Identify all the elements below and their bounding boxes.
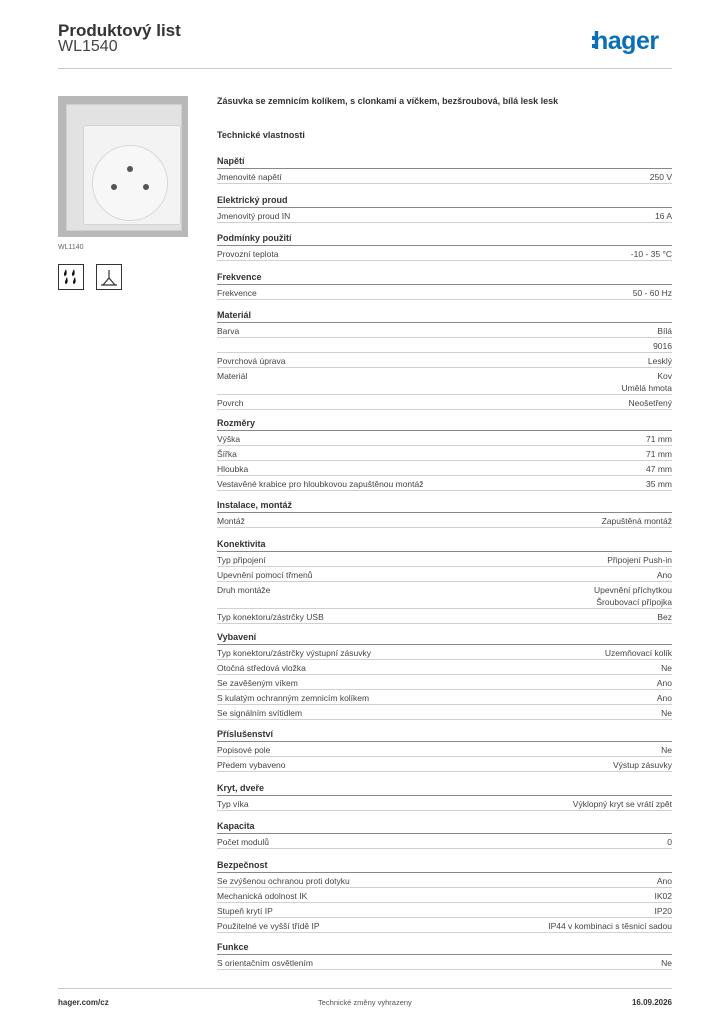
spec-value: Ano (656, 678, 672, 688)
group-title: Materiál (217, 309, 672, 323)
spec-label: Výška (217, 434, 241, 444)
spec-label: Se zvýšenou ochranou proti dotyku (217, 876, 350, 886)
spec-row (217, 645, 672, 660)
product-code: WL1540 (58, 38, 118, 55)
footer-divider (58, 988, 672, 989)
spec-label: Počet modulů (217, 837, 269, 847)
spec-value: -10 - 35 °C (630, 249, 672, 259)
water-drops-icon (58, 264, 84, 290)
group-title: Kapacita (217, 820, 672, 834)
section-title: Technické vlastnosti (217, 130, 305, 140)
group-title: Rozměry (217, 417, 672, 431)
spec-value (594, 582, 672, 608)
spec-value (621, 368, 672, 394)
spec-row (217, 742, 672, 757)
group-funkce (217, 941, 672, 970)
spec-value: Připojení Push-in (607, 555, 672, 565)
group-title: Vybavení (217, 631, 672, 645)
spec-row (217, 246, 672, 261)
spec-label: Frekvence (217, 288, 257, 298)
spec-value-line: Upevnění příchytkou (594, 585, 672, 595)
spec-label: Barva (217, 326, 240, 336)
spec-value-line: Šroubovací přípojka (596, 597, 672, 607)
group-rozmery (217, 417, 672, 491)
product-description: Zásuvka se zemnicím kolíkem, s clonkami a víčkem, bezšroubová, bílá lesk lesk (217, 96, 559, 106)
group-prislusenstvi (217, 728, 672, 772)
spec-row (217, 285, 672, 300)
hager-logo: hager (593, 27, 659, 55)
spec-row (217, 609, 672, 624)
socket-hole-right (143, 184, 149, 190)
spec-row (217, 690, 672, 705)
footer-note: Technické změny vyhrazeny (318, 998, 412, 1007)
spec-row (217, 705, 672, 720)
spec-value: Lesklý (647, 356, 672, 366)
spec-value: IP20 (654, 906, 672, 916)
spec-row (217, 169, 672, 184)
spec-value: Uzemňovací kolík (604, 648, 672, 658)
group-title: Podmínky použití (217, 232, 672, 246)
spec-label: Se signálním svítidlem (217, 708, 303, 718)
spec-row (217, 368, 672, 395)
spec-value: IP44 v kombinaci s těsnicí sadou (548, 921, 672, 931)
spec-value: 16 A (654, 211, 672, 221)
spec-value: Ne (661, 663, 672, 673)
spec-label: Použitelné ve vyšší třídě IP (217, 921, 320, 931)
spec-row (217, 918, 672, 933)
spec-value-line: Kov (657, 371, 672, 381)
spec-value: Výklopný kryt se vrátí zpět (572, 799, 672, 809)
spec-value: Ano (656, 693, 672, 703)
group-konektivita (217, 538, 672, 624)
footer-date: 16.09.2026 (631, 998, 672, 1007)
spec-label: Provozní teplota (217, 249, 279, 259)
group-frekvence (217, 271, 672, 300)
spec-row (217, 513, 672, 528)
header-divider (58, 68, 672, 69)
spec-value: 50 - 60 Hz (632, 288, 672, 298)
spec-row (217, 796, 672, 811)
spec-value: Ano (656, 570, 672, 580)
group-title: Instalace, montáž (217, 499, 672, 513)
spec-value: 0 (667, 837, 672, 847)
spec-row (217, 582, 672, 609)
page-title: Produktový list (58, 21, 181, 40)
spec-value-line: Umělá hmota (621, 383, 672, 393)
spec-row (217, 431, 672, 446)
spec-label: Popisové pole (217, 745, 271, 755)
spec-label: Typ konektoru/zástrčky USB (217, 612, 324, 622)
spec-row (217, 476, 672, 491)
spec-value: Zapuštěná montáž (601, 516, 672, 526)
spec-label: Jmenovitý proud IN (217, 211, 291, 221)
spec-value: 9016 (653, 341, 672, 351)
spec-row (217, 955, 672, 970)
footer-website-link[interactable]: hager.com/cz (58, 998, 109, 1007)
product-image (58, 96, 188, 237)
spec-row (217, 446, 672, 461)
spec-label: Typ připojení (217, 555, 266, 565)
group-vybaveni (217, 631, 672, 720)
spec-label: Hloubka (217, 464, 249, 474)
spec-label: Povrch (217, 398, 244, 408)
spec-label: Předem vybaveno (217, 760, 286, 770)
group-kapacita (217, 820, 672, 849)
group-title: Konektivita (217, 538, 672, 552)
spec-value: 35 mm (646, 479, 672, 489)
spec-row (217, 395, 672, 410)
socket-face (92, 145, 168, 221)
spec-label: Upevnění pomocí třmenů (217, 570, 313, 580)
group-instalace-montaz (217, 499, 672, 528)
group-title: Frekvence (217, 271, 672, 285)
group-title: Příslušenství (217, 728, 672, 742)
spec-value: Ne (661, 745, 672, 755)
spec-label: Typ konektoru/zástrčky výstupní zásuvky (217, 648, 372, 658)
spec-value: IK02 (654, 891, 672, 901)
spec-label: S kulatým ochranným zemnicím kolíkem (217, 693, 370, 703)
spec-value: 47 mm (646, 464, 672, 474)
spec-value: Bílá (657, 326, 672, 336)
group-material (217, 309, 672, 410)
spec-row (217, 552, 672, 567)
spec-value: Neošetřený (628, 398, 672, 408)
spec-value: 71 mm (646, 449, 672, 459)
spec-label: Montáž (217, 516, 245, 526)
image-caption: WL1140 (58, 244, 84, 251)
spec-label: Druh montáže (217, 585, 271, 595)
spec-row (217, 675, 672, 690)
spec-label: Vestavěné krabice pro hloubkovou zapuštěnou montáž (217, 479, 424, 489)
group-podminky-pouziti (217, 232, 672, 261)
spec-value: Bez (657, 612, 672, 622)
spec-row (217, 353, 672, 368)
spec-value: Výstup zásuvky (612, 760, 672, 770)
spec-label: Stupeň krytí IP (217, 906, 273, 916)
spec-label: Povrchová úprava (217, 356, 286, 366)
spec-row (217, 208, 672, 223)
group-title: Elektrický proud (217, 194, 672, 208)
spec-value: Ne (661, 708, 672, 718)
spec-row (217, 338, 672, 353)
spec-row (217, 757, 672, 772)
group-title: Napětí (217, 155, 672, 169)
spec-row (217, 567, 672, 582)
group-title: Bezpečnost (217, 859, 672, 873)
spec-label: Materiál (217, 371, 248, 381)
spec-label: Typ víka (217, 799, 249, 809)
group-title: Kryt, dveře (217, 782, 672, 796)
spec-value: Ano (656, 876, 672, 886)
spec-label: Jmenovité napětí (217, 172, 282, 182)
group-kryt-dvere (217, 782, 672, 811)
group-napeti (217, 155, 672, 184)
group-bezpecnost (217, 859, 672, 933)
spec-label: Otočná středová vložka (217, 663, 306, 673)
group-title: Funkce (217, 941, 672, 955)
spec-value: 250 V (649, 172, 672, 182)
wiring-symbol-icon (96, 264, 122, 290)
spec-row (217, 660, 672, 675)
spec-row (217, 873, 672, 888)
spec-row (217, 903, 672, 918)
socket-frame (66, 104, 182, 231)
spec-row (217, 834, 672, 849)
spec-value: 71 mm (646, 434, 672, 444)
spec-label: Šířka (217, 449, 237, 459)
spec-row (217, 461, 672, 476)
socket-hole-left (111, 184, 117, 190)
spec-row (217, 888, 672, 903)
spec-label: Mechanická odolnost IK (217, 891, 308, 901)
spec-label: Se zavěšeným víkem (217, 678, 298, 688)
group-elektricky-proud (217, 194, 672, 223)
earth-pin (127, 166, 133, 172)
spec-value: Ne (661, 958, 672, 968)
spec-row (217, 323, 672, 338)
spec-label: S orientačním osvětlením (217, 958, 313, 968)
